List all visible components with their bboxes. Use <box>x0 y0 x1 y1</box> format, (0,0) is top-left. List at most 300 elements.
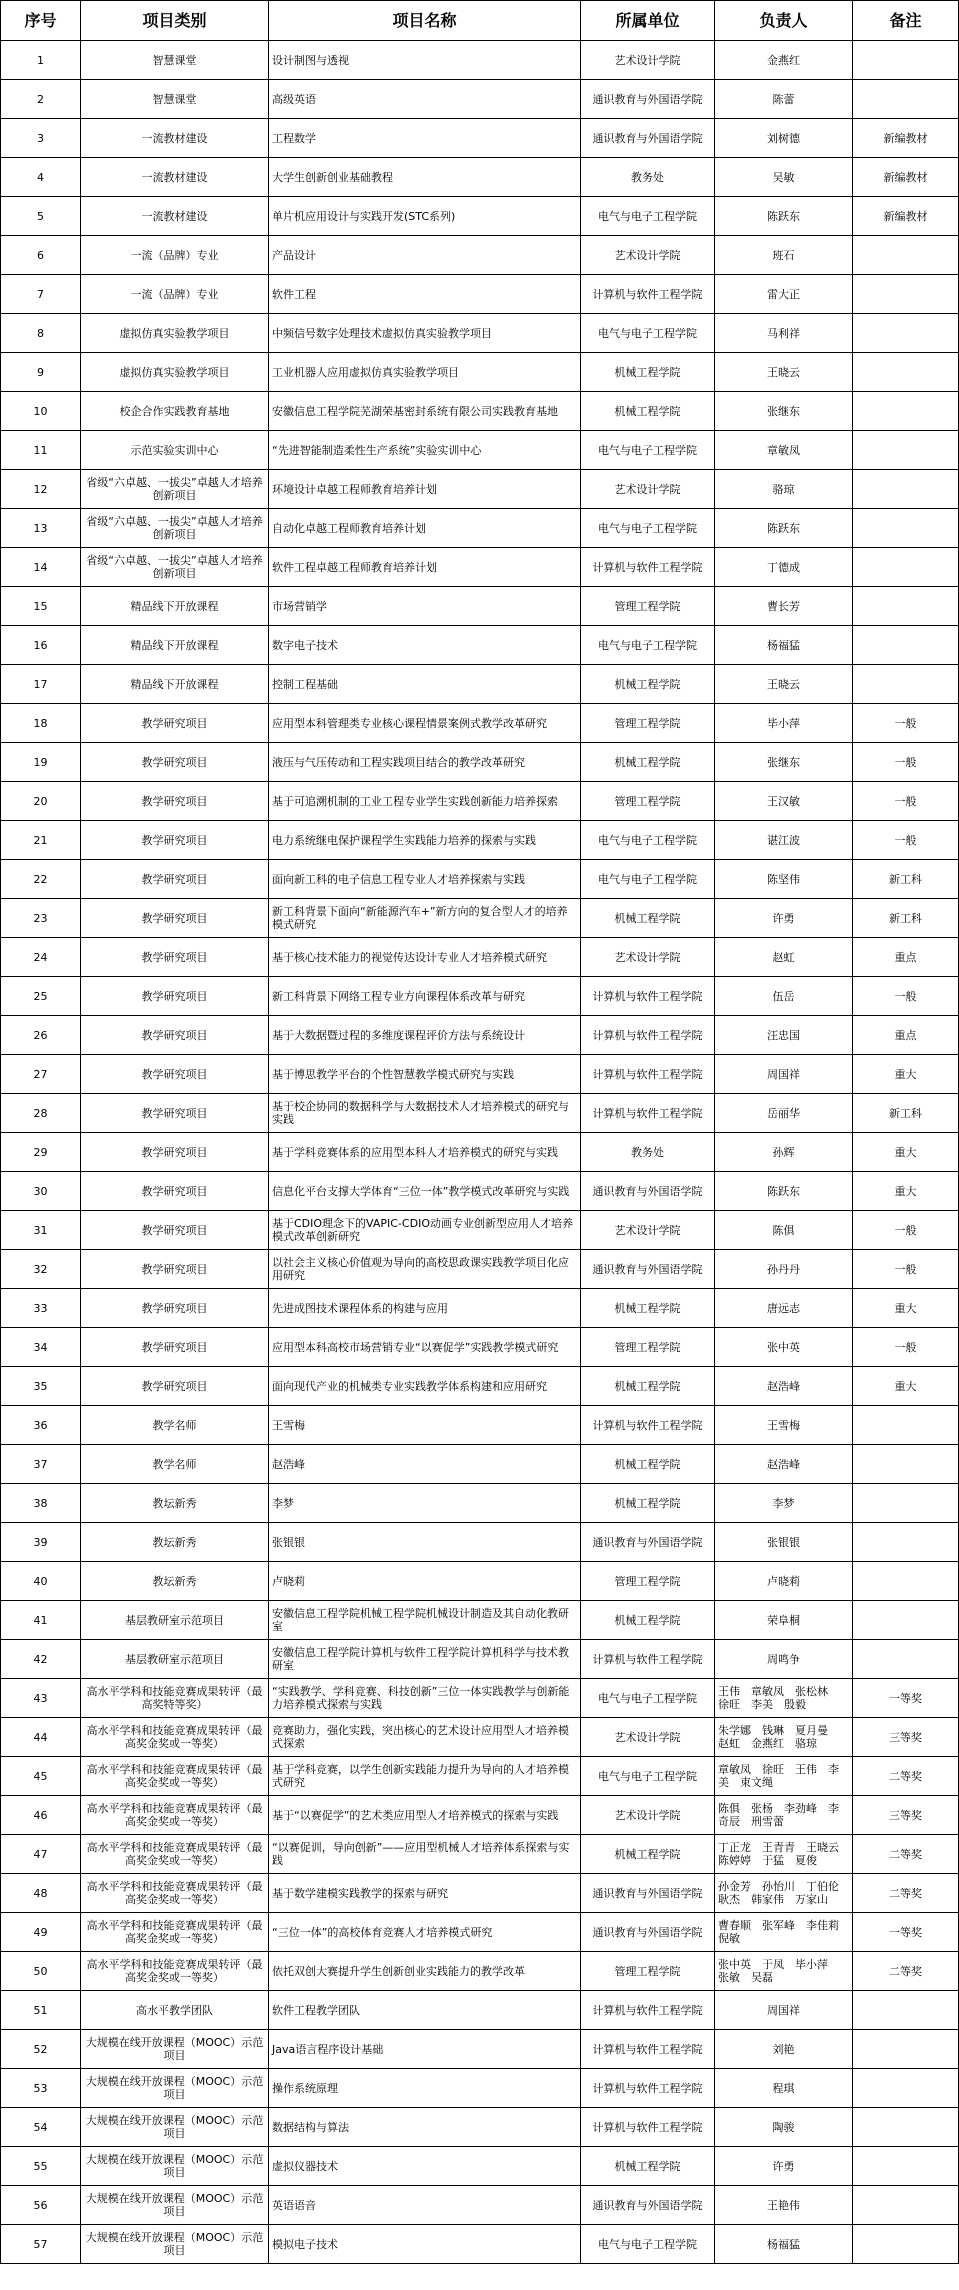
cell-remark <box>853 665 959 704</box>
table-row <box>1 938 959 977</box>
cell-index: 6 <box>1 236 81 275</box>
cell-category: 精品线下开放课程 <box>81 626 269 665</box>
cell-project-name: 软件工程 <box>269 275 581 314</box>
table-row <box>1 1991 959 2030</box>
cell-leader: 陈蕾 <box>715 80 853 119</box>
cell-unit: 机械工程学院 <box>581 743 715 782</box>
table-row <box>1 1328 959 1367</box>
cell-category: 基层教研室示范项目 <box>81 1601 269 1640</box>
table-row <box>1 1952 959 1991</box>
cell-project-name: 基于学科竞赛，以学生创新实践能力提升为导向的人才培养模式研究 <box>269 1757 581 1796</box>
cell-index: 17 <box>1 665 81 704</box>
table-row <box>1 1484 959 1523</box>
cell-leader: 张继东 <box>715 392 853 431</box>
cell-index: 36 <box>1 1406 81 1445</box>
header-category: 项目类别 <box>81 1 269 41</box>
cell-unit: 管理工程学院 <box>581 1328 715 1367</box>
cell-leader: 周国祥 <box>715 1991 853 2030</box>
cell-remark: 重大 <box>853 1172 959 1211</box>
table-row <box>1 1718 959 1757</box>
cell-remark: 新编教材 <box>853 197 959 236</box>
cell-index: 5 <box>1 197 81 236</box>
cell-remark: 重大 <box>853 1055 959 1094</box>
cell-category: 高水平学科和技能竞赛成果转评（最高奖金奖或一等奖） <box>81 1835 269 1874</box>
cell-project-name: 液压与气压传动和工程实践项目结合的教学改革研究 <box>269 743 581 782</box>
cell-index: 44 <box>1 1718 81 1757</box>
cell-leader: 汪忠国 <box>715 1016 853 1055</box>
cell-leader: 李梦 <box>715 1484 853 1523</box>
cell-remark: 二等奖 <box>853 1835 959 1874</box>
cell-remark <box>853 1640 959 1679</box>
cell-leader: 雷大正 <box>715 275 853 314</box>
cell-unit: 通识教育与外国语学院 <box>581 1250 715 1289</box>
cell-leader: 孙丹丹 <box>715 1250 853 1289</box>
table-row <box>1 80 959 119</box>
cell-unit: 电气与电子工程学院 <box>581 509 715 548</box>
cell-unit: 教务处 <box>581 158 715 197</box>
cell-unit: 艺术设计学院 <box>581 470 715 509</box>
cell-index: 33 <box>1 1289 81 1328</box>
table-row <box>1 392 959 431</box>
cell-category: 教学研究项目 <box>81 1367 269 1406</box>
cell-leader: 朱学娜 钱琳 夏月曼 赵虹 金燕红 骆琼 <box>715 1718 853 1757</box>
cell-project-name: 基于校企协同的数据科学与大数据技术人才培养模式的研究与实践 <box>269 1094 581 1133</box>
cell-remark <box>853 2225 959 2264</box>
table-row <box>1 1211 959 1250</box>
table-row <box>1 1250 959 1289</box>
cell-unit: 电气与电子工程学院 <box>581 1757 715 1796</box>
cell-category: 教学研究项目 <box>81 860 269 899</box>
cell-index: 12 <box>1 470 81 509</box>
cell-project-name: 基于学科竞赛体系的应用型本科人才培养模式的研究与实践 <box>269 1133 581 1172</box>
cell-project-name: 数字电子技术 <box>269 626 581 665</box>
cell-index: 51 <box>1 1991 81 2030</box>
cell-index: 49 <box>1 1913 81 1952</box>
cell-index: 24 <box>1 938 81 977</box>
cell-leader: 陶骏 <box>715 2108 853 2147</box>
cell-leader: 伍岳 <box>715 977 853 1016</box>
cell-remark <box>853 1601 959 1640</box>
cell-index: 35 <box>1 1367 81 1406</box>
cell-project-name: 大学生创新创业基础教程 <box>269 158 581 197</box>
table-row <box>1 587 959 626</box>
cell-index: 9 <box>1 353 81 392</box>
cell-category: 智慧课堂 <box>81 41 269 80</box>
cell-remark: 重大 <box>853 1289 959 1328</box>
cell-project-name: 电力系统继电保护课程学生实践能力培养的探索与实践 <box>269 821 581 860</box>
cell-index: 21 <box>1 821 81 860</box>
cell-category: 一流（品牌）专业 <box>81 236 269 275</box>
cell-index: 40 <box>1 1562 81 1601</box>
cell-leader: 张中英 于凤 毕小萍 张敏 吴磊 <box>715 1952 853 1991</box>
cell-unit: 电气与电子工程学院 <box>581 821 715 860</box>
cell-leader: 刘树德 <box>715 119 853 158</box>
cell-category: 校企合作实践教育基地 <box>81 392 269 431</box>
cell-index: 20 <box>1 782 81 821</box>
cell-project-name: 卢晓莉 <box>269 1562 581 1601</box>
cell-remark: 二等奖 <box>853 1874 959 1913</box>
table-row <box>1 899 959 938</box>
cell-remark <box>853 392 959 431</box>
table-row <box>1 1016 959 1055</box>
cell-category: 大规模在线开放课程（MOOC）示范项目 <box>81 2186 269 2225</box>
table-row <box>1 1367 959 1406</box>
cell-leader: 周国祥 <box>715 1055 853 1094</box>
cell-remark: 一等奖 <box>853 1913 959 1952</box>
cell-index: 26 <box>1 1016 81 1055</box>
cell-index: 53 <box>1 2069 81 2108</box>
table-row <box>1 1445 959 1484</box>
cell-leader: 谌江波 <box>715 821 853 860</box>
table-row <box>1 1913 959 1952</box>
cell-project-name: 操作系统原理 <box>269 2069 581 2108</box>
cell-unit: 艺术设计学院 <box>581 1718 715 1757</box>
cell-leader: 陈俱 张杨 李劲峰 李奇辰 刑雪蕾 <box>715 1796 853 1835</box>
cell-category: 教坛新秀 <box>81 1484 269 1523</box>
cell-leader: 程琪 <box>715 2069 853 2108</box>
cell-leader: 孙金芳 孙怡川 丁伯伦 耿杰 韩家伟 万家山 <box>715 1874 853 1913</box>
cell-project-name: 数据结构与算法 <box>269 2108 581 2147</box>
cell-project-name: 面向现代产业的机械类专业实践教学体系构建和应用研究 <box>269 1367 581 1406</box>
cell-project-name: 竞赛助力，强化实践，突出核心的艺术设计应用型人才培养模式探索 <box>269 1718 581 1757</box>
table-row <box>1 236 959 275</box>
cell-leader: 唐远志 <box>715 1289 853 1328</box>
cell-unit: 计算机与软件工程学院 <box>581 2030 715 2069</box>
cell-project-name: 产品设计 <box>269 236 581 275</box>
cell-leader: 骆琼 <box>715 470 853 509</box>
cell-project-name: 新工科背景下面向“新能源汽车+”新方向的复合型人才的培养模式研究 <box>269 899 581 938</box>
cell-project-name: 基于“以赛促学”的艺术类应用型人才培养模式的探索与实践 <box>269 1796 581 1835</box>
cell-unit: 计算机与软件工程学院 <box>581 2069 715 2108</box>
cell-unit: 通识教育与外国语学院 <box>581 2186 715 2225</box>
cell-remark: 一般 <box>853 821 959 860</box>
cell-leader: 王伟 章敏凤 张松林 徐旺 李美 殷毅 <box>715 1679 853 1718</box>
cell-remark: 一般 <box>853 1211 959 1250</box>
cell-remark: 新工科 <box>853 860 959 899</box>
cell-unit: 通识教育与外国语学院 <box>581 1523 715 1562</box>
table-row <box>1 1289 959 1328</box>
cell-category: 虚拟仿真实验教学项目 <box>81 314 269 353</box>
cell-category: 教学研究项目 <box>81 704 269 743</box>
cell-unit: 计算机与软件工程学院 <box>581 1640 715 1679</box>
cell-project-name: 软件工程教学团队 <box>269 1991 581 2030</box>
cell-project-name: Java语言程序设计基础 <box>269 2030 581 2069</box>
cell-project-name: 控制工程基础 <box>269 665 581 704</box>
cell-remark: 重大 <box>853 1133 959 1172</box>
cell-project-name: 安徽信息工程学院计算机与软件工程学院计算机科学与技术教研室 <box>269 1640 581 1679</box>
cell-project-name: “以赛促训，导向创新”——应用型机械人才培养体系探索与实践 <box>269 1835 581 1874</box>
cell-unit: 机械工程学院 <box>581 1367 715 1406</box>
cell-index: 14 <box>1 548 81 587</box>
cell-index: 56 <box>1 2186 81 2225</box>
cell-leader: 曹春顺 张军峰 李佳莉 倪敏 <box>715 1913 853 1952</box>
cell-unit: 艺术设计学院 <box>581 938 715 977</box>
cell-project-name: 工业机器人应用虚拟仿真实验教学项目 <box>269 353 581 392</box>
cell-remark <box>853 548 959 587</box>
cell-index: 45 <box>1 1757 81 1796</box>
cell-remark: 一般 <box>853 1250 959 1289</box>
cell-category: 教学研究项目 <box>81 743 269 782</box>
cell-leader: 王汉敏 <box>715 782 853 821</box>
cell-unit: 机械工程学院 <box>581 392 715 431</box>
cell-index: 52 <box>1 2030 81 2069</box>
cell-index: 29 <box>1 1133 81 1172</box>
table-row <box>1 782 959 821</box>
cell-remark: 一般 <box>853 782 959 821</box>
cell-index: 30 <box>1 1172 81 1211</box>
cell-remark: 重大 <box>853 1367 959 1406</box>
cell-project-name: 依托双创大赛提升学生创新创业实践能力的教学改革 <box>269 1952 581 1991</box>
cell-unit: 教务处 <box>581 1133 715 1172</box>
cell-category: 教坛新秀 <box>81 1562 269 1601</box>
cell-index: 10 <box>1 392 81 431</box>
cell-index: 46 <box>1 1796 81 1835</box>
table-row <box>1 2186 959 2225</box>
cell-index: 25 <box>1 977 81 1016</box>
cell-leader: 吴敏 <box>715 158 853 197</box>
cell-project-name: 以社会主义核心价值观为导向的高校思政课实践教学项目化应用研究 <box>269 1250 581 1289</box>
cell-leader: 章敏凤 <box>715 431 853 470</box>
cell-unit: 艺术设计学院 <box>581 236 715 275</box>
cell-project-name: 安徽信息工程学院机械工程学院机械设计制造及其自动化教研室 <box>269 1601 581 1640</box>
cell-unit: 通识教育与外国语学院 <box>581 1874 715 1913</box>
cell-category: 教学研究项目 <box>81 1055 269 1094</box>
cell-index: 15 <box>1 587 81 626</box>
cell-unit: 机械工程学院 <box>581 665 715 704</box>
cell-category: 智慧课堂 <box>81 80 269 119</box>
cell-project-name: 应用型本科高校市场营销专业“以赛促学”实践教学模式研究 <box>269 1328 581 1367</box>
cell-project-name: “先进智能制造柔性生产系统”实验实训中心 <box>269 431 581 470</box>
table-row <box>1 1874 959 1913</box>
cell-category: 高水平学科和技能竞赛成果转评（最高奖金奖或一等奖） <box>81 1718 269 1757</box>
cell-leader: 金燕红 <box>715 41 853 80</box>
table-row <box>1 275 959 314</box>
cell-category: 大规模在线开放课程（MOOC）示范项目 <box>81 2147 269 2186</box>
cell-remark: 新编教材 <box>853 158 959 197</box>
cell-unit: 艺术设计学院 <box>581 1211 715 1250</box>
cell-project-name: 赵浩峰 <box>269 1445 581 1484</box>
table-row <box>1 1094 959 1133</box>
cell-project-name: 王雪梅 <box>269 1406 581 1445</box>
cell-category: 大规模在线开放课程（MOOC）示范项目 <box>81 2225 269 2264</box>
cell-index: 23 <box>1 899 81 938</box>
cell-project-name: 先进成图技术课程体系的构建与应用 <box>269 1289 581 1328</box>
cell-project-name: 基于数学建模实践教学的探索与研究 <box>269 1874 581 1913</box>
header-row <box>1 1 959 41</box>
header-project-name: 项目名称 <box>269 1 581 41</box>
cell-unit: 机械工程学院 <box>581 353 715 392</box>
table-row <box>1 2069 959 2108</box>
cell-category: 高水平学科和技能竞赛成果转评（最高奖特等奖） <box>81 1679 269 1718</box>
cell-category: 教学研究项目 <box>81 1016 269 1055</box>
cell-project-name: 基于博思教学平台的个性智慧教学模式研究与实践 <box>269 1055 581 1094</box>
cell-remark <box>853 1406 959 1445</box>
cell-leader: 王晓云 <box>715 353 853 392</box>
cell-leader: 陈俱 <box>715 1211 853 1250</box>
cell-category: 教学名师 <box>81 1445 269 1484</box>
cell-unit: 电气与电子工程学院 <box>581 860 715 899</box>
cell-project-name: 软件工程卓越工程师教育培养计划 <box>269 548 581 587</box>
cell-index: 4 <box>1 158 81 197</box>
cell-remark: 二等奖 <box>853 1757 959 1796</box>
table-row <box>1 1679 959 1718</box>
cell-index: 8 <box>1 314 81 353</box>
cell-project-name: 设计制图与透视 <box>269 41 581 80</box>
cell-leader: 荣阜桐 <box>715 1601 853 1640</box>
cell-index: 38 <box>1 1484 81 1523</box>
header-remark: 备注 <box>853 1 959 41</box>
cell-project-name: 单片机应用设计与实践开发(STC系列) <box>269 197 581 236</box>
cell-category: 教坛新秀 <box>81 1523 269 1562</box>
cell-project-name: “三位一体”的高校体育竞赛人才培养模式研究 <box>269 1913 581 1952</box>
cell-remark <box>853 1991 959 2030</box>
cell-remark <box>853 275 959 314</box>
cell-category: 一流教材建设 <box>81 158 269 197</box>
cell-unit: 计算机与软件工程学院 <box>581 1055 715 1094</box>
cell-leader: 周鸣争 <box>715 1640 853 1679</box>
cell-remark: 新工科 <box>853 1094 959 1133</box>
table-row <box>1 2147 959 2186</box>
cell-category: 教学研究项目 <box>81 1172 269 1211</box>
cell-unit: 电气与电子工程学院 <box>581 1679 715 1718</box>
cell-remark <box>853 353 959 392</box>
table-row <box>1 197 959 236</box>
cell-project-name: 环境设计卓越工程师教育培养计划 <box>269 470 581 509</box>
header-unit: 所属单位 <box>581 1 715 41</box>
cell-leader: 张中英 <box>715 1328 853 1367</box>
cell-category: 教学研究项目 <box>81 1289 269 1328</box>
cell-unit: 管理工程学院 <box>581 1952 715 1991</box>
cell-unit: 计算机与软件工程学院 <box>581 1406 715 1445</box>
cell-unit: 机械工程学院 <box>581 1484 715 1523</box>
table-row <box>1 509 959 548</box>
cell-index: 34 <box>1 1328 81 1367</box>
cell-unit: 电气与电子工程学院 <box>581 314 715 353</box>
table-row <box>1 431 959 470</box>
cell-leader: 赵浩峰 <box>715 1445 853 1484</box>
cell-index: 32 <box>1 1250 81 1289</box>
cell-leader: 毕小萍 <box>715 704 853 743</box>
cell-category: 虚拟仿真实验教学项目 <box>81 353 269 392</box>
cell-category: 教学研究项目 <box>81 977 269 1016</box>
cell-index: 37 <box>1 1445 81 1484</box>
cell-leader: 王晓云 <box>715 665 853 704</box>
cell-leader: 丁正龙 王青青 王晓云 陈婷婷 于猛 夏俊 <box>715 1835 853 1874</box>
cell-leader: 刘艳 <box>715 2030 853 2069</box>
table-row <box>1 548 959 587</box>
cell-project-name: 基于大数据暨过程的多维度课程评价方法与系统设计 <box>269 1016 581 1055</box>
cell-category: 教学研究项目 <box>81 1094 269 1133</box>
cell-category: 精品线下开放课程 <box>81 587 269 626</box>
cell-unit: 通识教育与外国语学院 <box>581 1172 715 1211</box>
cell-category: 教学名师 <box>81 1406 269 1445</box>
cell-project-name: 应用型本科管理类专业核心课程情景案例式教学改革研究 <box>269 704 581 743</box>
cell-category: 高水平学科和技能竞赛成果转评（最高奖金奖或一等奖） <box>81 1796 269 1835</box>
cell-remark <box>853 1562 959 1601</box>
cell-index: 27 <box>1 1055 81 1094</box>
cell-leader: 孙辉 <box>715 1133 853 1172</box>
cell-project-name: 安徽信息工程学院芜湖荣基密封系统有限公司实践教育基地 <box>269 392 581 431</box>
cell-leader: 曹长芳 <box>715 587 853 626</box>
cell-category: 大规模在线开放课程（MOOC）示范项目 <box>81 2069 269 2108</box>
cell-project-name: “实践教学、学科竞赛、科技创新”三位一体实践教学与创新能力培养模式探索与实践 <box>269 1679 581 1718</box>
cell-remark: 一等奖 <box>853 1679 959 1718</box>
table-row <box>1 41 959 80</box>
table-row <box>1 158 959 197</box>
cell-leader: 卢晓莉 <box>715 1562 853 1601</box>
cell-project-name: 基于CDIO理念下的VAPIC-CDIO动画专业创新型应用人才培养模式改革创新研究 <box>269 1211 581 1250</box>
cell-index: 18 <box>1 704 81 743</box>
cell-category: 教学研究项目 <box>81 1133 269 1172</box>
cell-unit: 计算机与软件工程学院 <box>581 1016 715 1055</box>
cell-category: 教学研究项目 <box>81 899 269 938</box>
cell-remark: 三等奖 <box>853 1718 959 1757</box>
cell-category: 高水平学科和技能竞赛成果转评（最高奖金奖或一等奖） <box>81 1913 269 1952</box>
cell-unit: 计算机与软件工程学院 <box>581 1991 715 2030</box>
table-row <box>1 1640 959 1679</box>
table-row <box>1 1172 959 1211</box>
cell-unit: 机械工程学院 <box>581 1289 715 1328</box>
cell-leader: 陈跃东 <box>715 509 853 548</box>
cell-remark: 新编教材 <box>853 119 959 158</box>
cell-unit: 机械工程学院 <box>581 1445 715 1484</box>
cell-project-name: 面向新工科的电子信息工程专业人才培养探索与实践 <box>269 860 581 899</box>
cell-leader: 张银银 <box>715 1523 853 1562</box>
cell-index: 31 <box>1 1211 81 1250</box>
cell-index: 41 <box>1 1601 81 1640</box>
table-row <box>1 2225 959 2264</box>
cell-project-name: 信息化平台支撑大学体育“三位一体”教学模式改革研究与实践 <box>269 1172 581 1211</box>
cell-category: 高水平教学团队 <box>81 1991 269 2030</box>
cell-remark <box>853 314 959 353</box>
table-row <box>1 1523 959 1562</box>
cell-index: 13 <box>1 509 81 548</box>
cell-unit: 电气与电子工程学院 <box>581 2225 715 2264</box>
cell-unit: 计算机与软件工程学院 <box>581 2108 715 2147</box>
cell-project-name: 虚拟仪器技术 <box>269 2147 581 2186</box>
cell-index: 54 <box>1 2108 81 2147</box>
cell-leader: 张继东 <box>715 743 853 782</box>
cell-project-name: 市场营销学 <box>269 587 581 626</box>
cell-leader: 赵虹 <box>715 938 853 977</box>
cell-leader: 杨福猛 <box>715 626 853 665</box>
cell-unit: 计算机与软件工程学院 <box>581 548 715 587</box>
table-row <box>1 1601 959 1640</box>
cell-index: 50 <box>1 1952 81 1991</box>
cell-remark: 一般 <box>853 977 959 1016</box>
cell-category: 大规模在线开放课程（MOOC）示范项目 <box>81 2030 269 2069</box>
cell-remark <box>853 1523 959 1562</box>
cell-category: 教学研究项目 <box>81 1328 269 1367</box>
table-row <box>1 821 959 860</box>
table-row <box>1 1835 959 1874</box>
cell-remark <box>853 587 959 626</box>
cell-category: 一流教材建设 <box>81 197 269 236</box>
cell-remark <box>853 1484 959 1523</box>
cell-project-name: 中频信号数字处理技术虚拟仿真实验教学项目 <box>269 314 581 353</box>
cell-category: 大规模在线开放课程（MOOC）示范项目 <box>81 2108 269 2147</box>
cell-index: 57 <box>1 2225 81 2264</box>
cell-leader: 赵浩峰 <box>715 1367 853 1406</box>
cell-index: 11 <box>1 431 81 470</box>
cell-remark: 新工科 <box>853 899 959 938</box>
cell-index: 48 <box>1 1874 81 1913</box>
table-row <box>1 2030 959 2069</box>
cell-project-name: 模拟电子技术 <box>269 2225 581 2264</box>
cell-category: 高水平学科和技能竞赛成果转评（最高奖金奖或一等奖） <box>81 1952 269 1991</box>
cell-project-name: 张银银 <box>269 1523 581 1562</box>
cell-category: 教学研究项目 <box>81 1211 269 1250</box>
